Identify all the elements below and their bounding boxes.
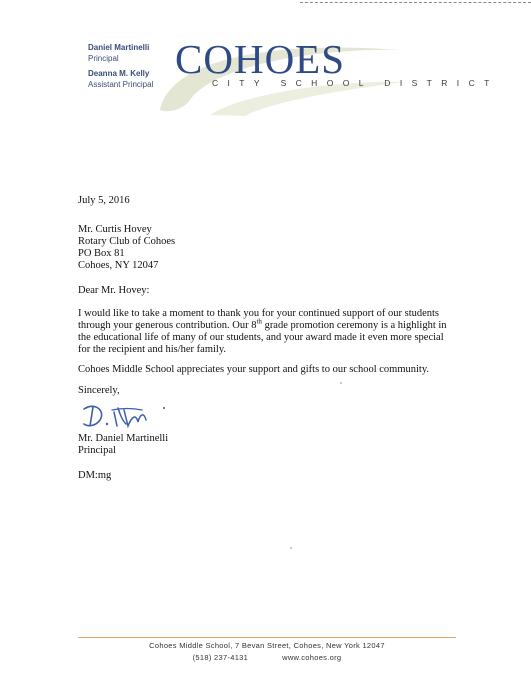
footer-contact (78, 653, 456, 662)
closing: Sincerely, (78, 385, 120, 396)
footer-website: www.cohoes.org (282, 653, 342, 662)
letter-date: July 5, 2016 (78, 195, 130, 206)
footer-phone: (518) 237-4131 (192, 653, 249, 662)
paragraph-line: for the recipient and his/her family. (78, 344, 227, 355)
handwritten-signature (80, 400, 180, 430)
signer-name: Mr. Daniel Martinelli (78, 433, 169, 444)
paragraph-line: through your generous contribution. Our 8th grade promotion ceremony is a highlight in (78, 317, 447, 331)
staff-block (88, 42, 153, 90)
body-paragraph-2: Cohoes Middle School appreciates your support and gifts to our school community. (78, 364, 430, 375)
paragraph-line: the educational life of many of our students, and your award made it even more special (78, 332, 444, 343)
recipient-line: Rotary Club of Cohoes (78, 236, 176, 247)
scan-edge-line (300, 2, 531, 3)
principal-title: Principal (88, 54, 119, 63)
body-paragraph-1 (78, 308, 458, 356)
recipient-address (78, 224, 175, 272)
footer-address: Cohoes Middle School, 7 Bevan Street, Cohoes, New York 12047 (149, 641, 385, 650)
recipient-line: Cohoes, NY 12047 (78, 260, 159, 271)
ordinal-superscript: th (256, 317, 262, 326)
signer-block (78, 433, 168, 457)
salutation: Dear Mr. Hovey: (78, 285, 150, 296)
recipient-line: Mr. Curtis Hovey (78, 224, 152, 235)
signer-title: Principal (78, 445, 116, 456)
district-logo-wordmark: COHOES (175, 36, 346, 82)
district-logo-subtitle: CITY SCHOOL DISTRICT (212, 78, 499, 88)
footer-rule (78, 637, 456, 638)
assistant-principal-name: Deanna M. Kelly (88, 69, 150, 78)
principal-name: Daniel Martinelli (88, 43, 150, 52)
typist-initials: DM:mg (78, 470, 112, 481)
recipient-line: PO Box 81 (78, 248, 125, 259)
assistant-principal-title: Assistant Principal (88, 80, 154, 89)
paragraph-line: I would like to take a moment to thank you for your continued support of our students (78, 308, 440, 319)
